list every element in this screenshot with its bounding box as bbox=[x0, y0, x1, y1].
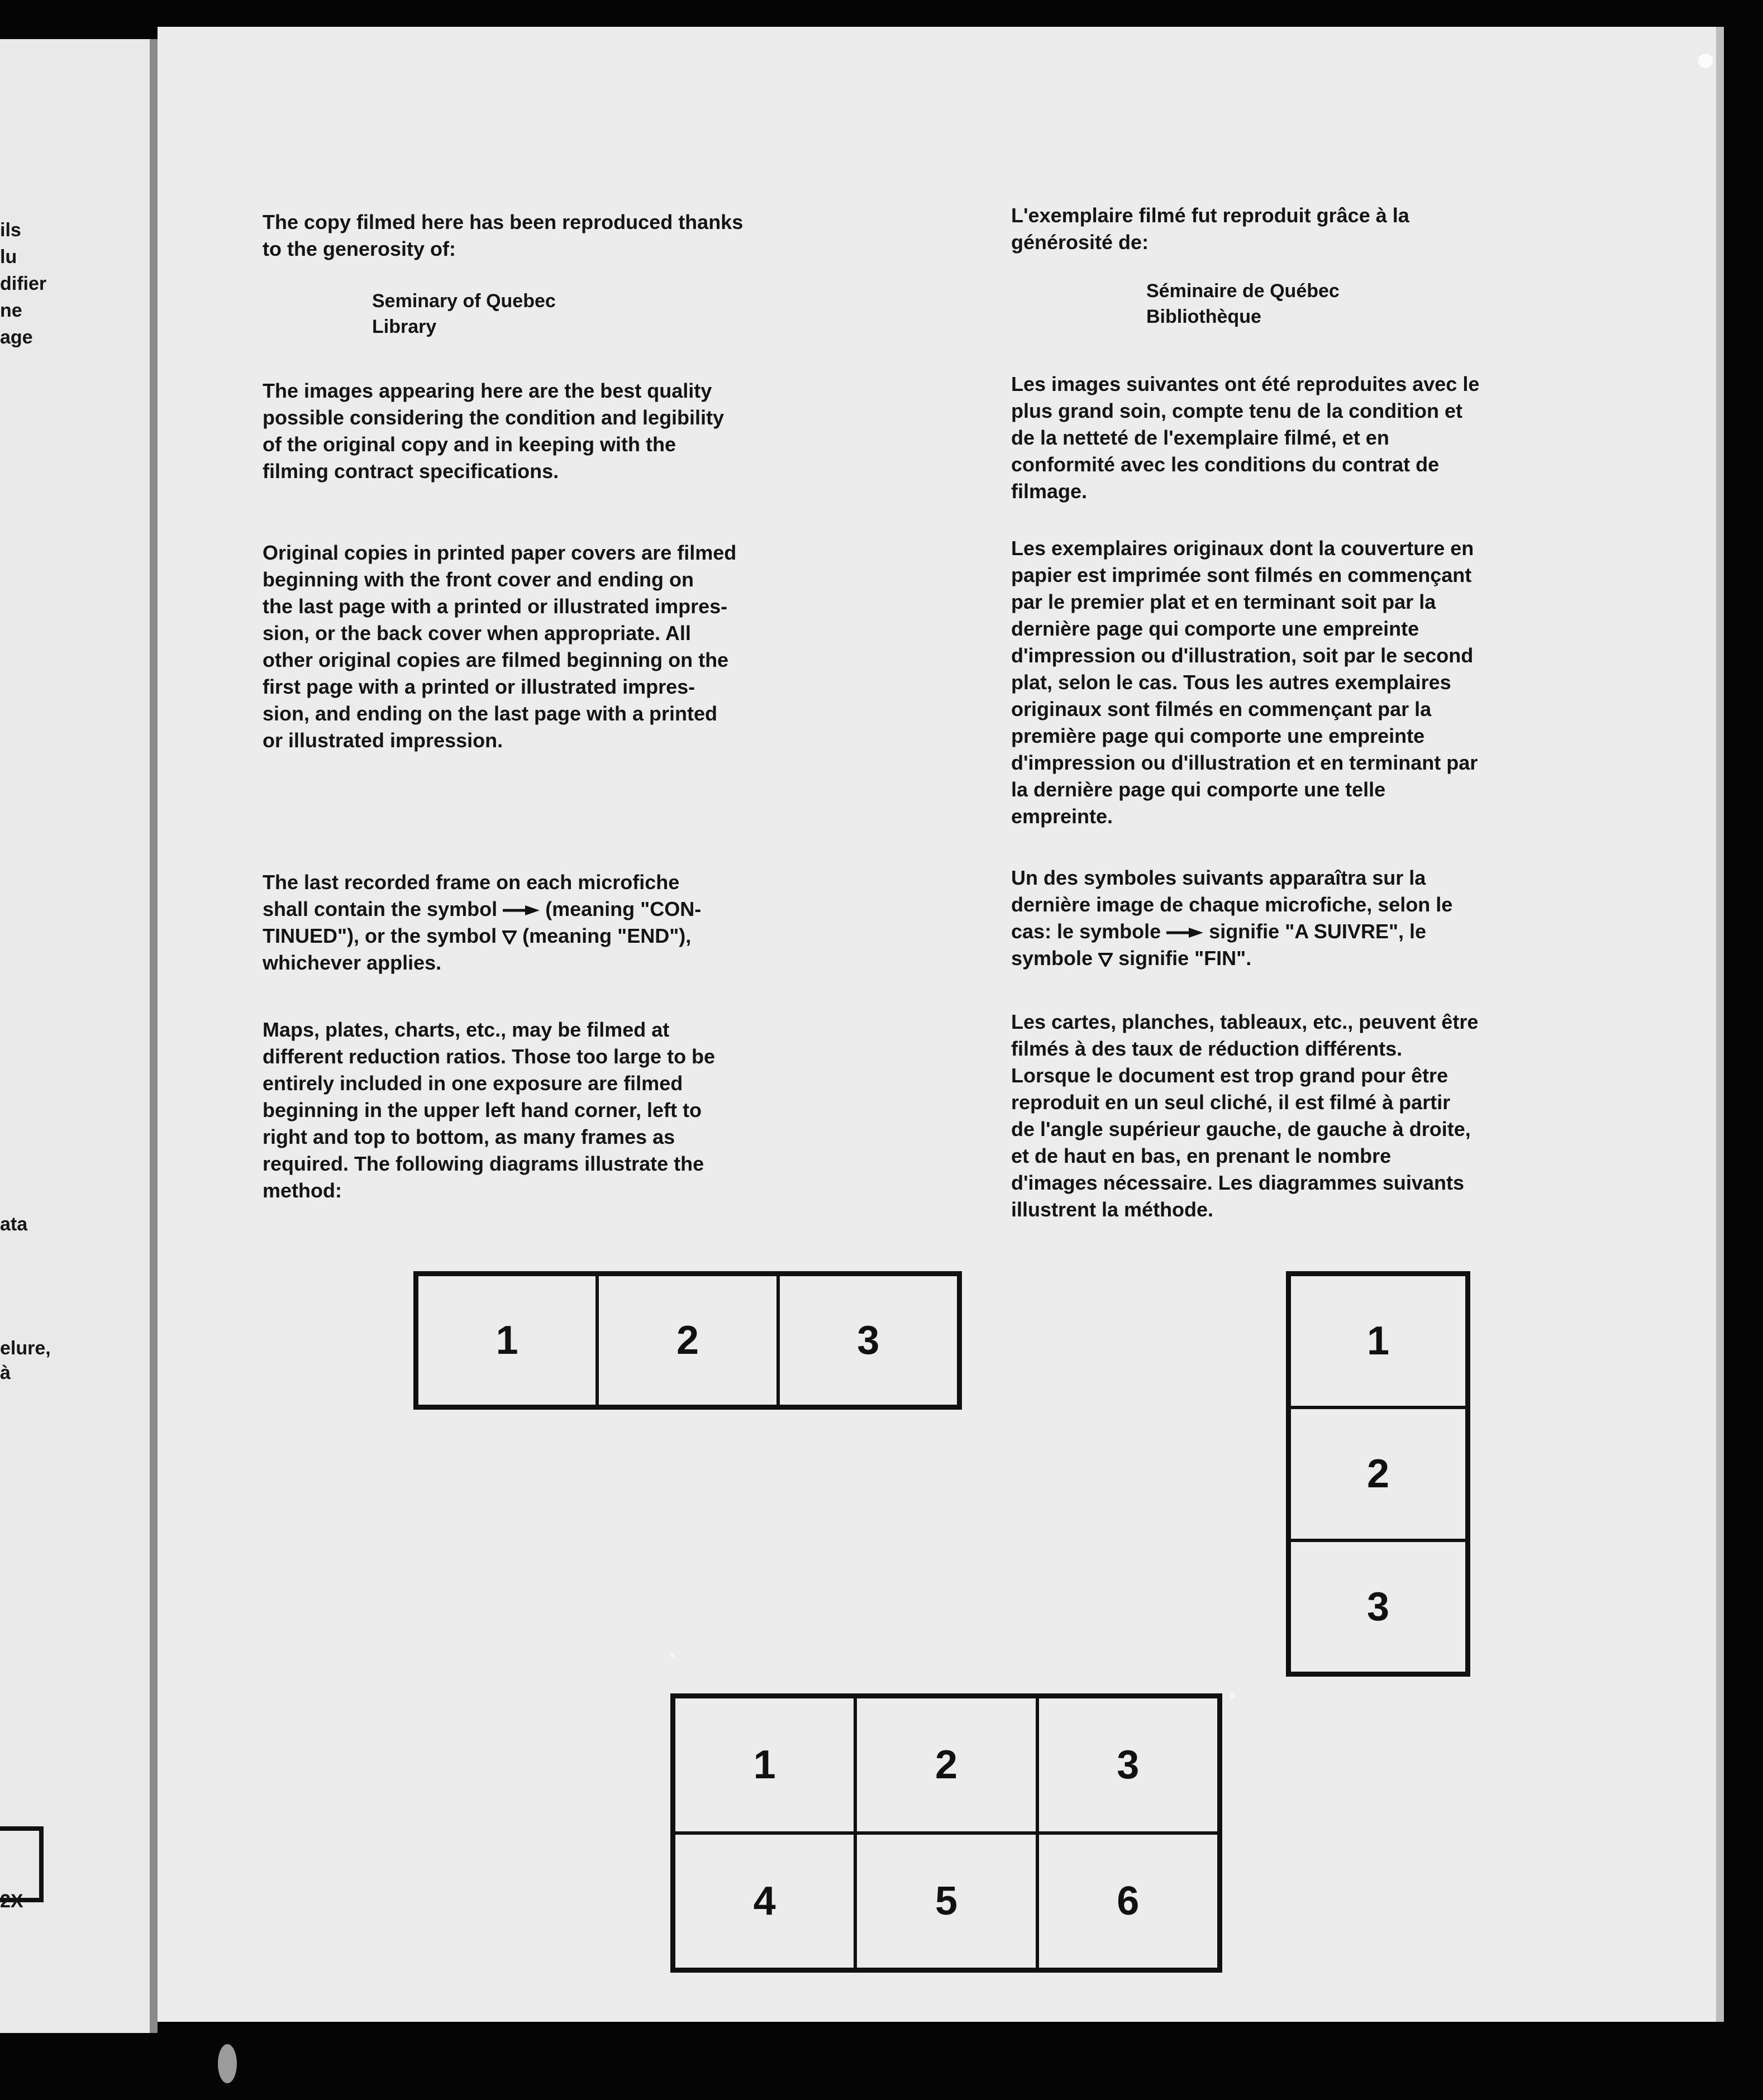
arrow-continued-icon bbox=[1166, 927, 1203, 938]
frame-cell: 4 bbox=[674, 1833, 855, 1969]
english-acknowledgement: The copy filmed here has been reproduced thanks to the generosity of: bbox=[263, 211, 744, 260]
left-fragment: lu bbox=[0, 246, 17, 268]
frame-cell: 2 bbox=[597, 1275, 778, 1406]
left-fragment: ata bbox=[0, 1214, 28, 1235]
triangle-end-icon bbox=[1098, 952, 1113, 967]
left-fragment: difier bbox=[0, 273, 47, 294]
left-fragment: ne bbox=[0, 300, 22, 321]
left-fragment: à bbox=[0, 1362, 11, 1383]
frame-cell: 1 bbox=[1289, 1275, 1467, 1407]
left-fragment: 2X bbox=[0, 1891, 23, 1912]
frame-cell: 6 bbox=[1037, 1833, 1219, 1969]
frame-cell: 2 bbox=[1289, 1407, 1467, 1540]
previous-page-edge bbox=[0, 39, 158, 2033]
frame-cell: 3 bbox=[1037, 1697, 1219, 1833]
frame-cell: 5 bbox=[855, 1833, 1037, 1969]
french-acknowledgement: L'exemplaire filmé fut reproduit grâce à la générosité de: bbox=[1011, 204, 1409, 254]
english-original-copies: Original copies in printed paper covers are filmed beginning with the front cover and ending on the last page with a printed or illustrated impres- sion, or the back cover when appropriate. All other original copies are filmed beginning on the first page with a printed or illustrated impres- sion, and ending on the last page with a printed or illustrated impression. bbox=[263, 541, 737, 752]
grid-frame-diagram bbox=[670, 1693, 1222, 1973]
left-fragment: age bbox=[0, 327, 33, 348]
film-speck bbox=[1698, 54, 1713, 68]
french-symbols: Un des symboles suivants apparaîtra sur la dernière image de chaque microfiche, selon le cas: le symbole signifie "A SUIVRE", le symbole signifie "FIN". bbox=[1011, 866, 1453, 970]
frame-cell: 3 bbox=[1289, 1540, 1467, 1673]
film-speck bbox=[1229, 1692, 1236, 1699]
frame-cell: 1 bbox=[417, 1275, 597, 1406]
french-original-copies: Les exemplaires originaux dont la couverture en papier est imprimée sont filmés en commençant par le premier plat et en terminant soit par la dernière page qui comporte une empreinte d'impression ou d'illustration, soit par le second plat, selon le cas. Tous les autres exemplaires originaux sont filmés en commençant par la première page qui comporte une empreinte d'impression ou d'illustration et en terminant par la dernière page qui comporte une telle empreinte. bbox=[1011, 537, 1478, 828]
french-institution: Séminaire de Québec Bibliothèque bbox=[1146, 280, 1340, 327]
arrow-continued-icon bbox=[503, 905, 540, 916]
left-fragment: elure, bbox=[0, 1338, 51, 1359]
french-quality-note: Les images suivantes ont été reproduites avec le plus grand soin, compte tenu de la condition et de la netteté de l'exemplaire filmé, et en conformité avec les conditions du contrat de filmage. bbox=[1011, 373, 1480, 503]
vertical-frame-diagram bbox=[1286, 1271, 1470, 1677]
horizontal-frame-diagram bbox=[413, 1271, 962, 1410]
english-quality-note: The images appearing here are the best quality possible considering the condition and legibility of the original copy and in keeping with the filming contract specifications. bbox=[263, 379, 725, 483]
triangle-end-icon bbox=[502, 930, 517, 944]
film-speck bbox=[670, 1653, 675, 1658]
page-edge bbox=[1716, 27, 1724, 2022]
english-reduction-note: Maps, plates, charts, etc., may be filmed at different reduction ratios. Those too large to be entirely included in one exposure are filmed beginning in the upper left hand corner, left to right and top to bottom, as many frames as required. The following diagrams illustrate the method: bbox=[263, 1018, 716, 1202]
left-fragment: ils bbox=[0, 219, 21, 241]
film-speck bbox=[218, 2044, 237, 2083]
frame-cell: 2 bbox=[855, 1697, 1037, 1833]
frame-cell: 1 bbox=[674, 1697, 855, 1833]
english-symbols: The last recorded frame on each microfiche shall contain the symbol (meaning "CON- TINUED"), or the symbol (meaning "END"), whichever applies. bbox=[263, 871, 702, 974]
french-reduction-note: Les cartes, planches, tableaux, etc., peuvent être filmés à des taux de réduction différents. Lorsque le document est trop grand pour être reproduit en un seul cliché, il est filmé à partir de l'angle supérieur gauche, de gauche à droite, et de haut en bas, en prenant le nombre d'images nécessaire. Les diagrammes suivants illustrent la méthode. bbox=[1011, 1010, 1479, 1221]
frame-cell: 3 bbox=[778, 1275, 959, 1406]
english-institution: Seminary of Quebec Library bbox=[372, 290, 556, 337]
